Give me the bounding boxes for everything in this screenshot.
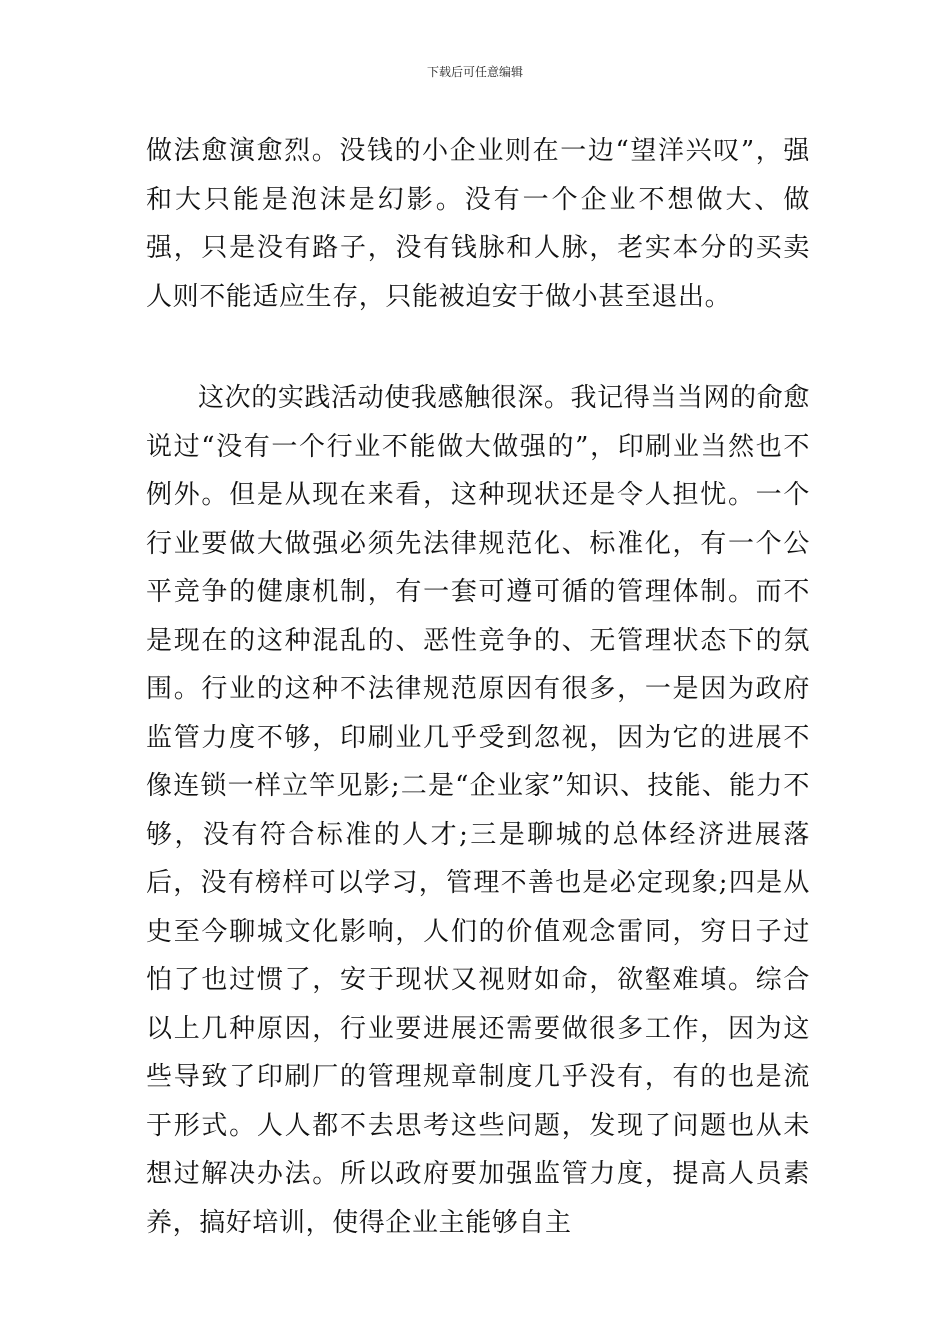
paragraph-practice-reflection: 这次的实践活动使我感触很深。我记得当当网的俞愈说过“没有一个行业不能做大做强的”，印刷业当然也不例外。但是从现在来看，这种现状还是令人担忧。一个行业要做大做强必须先法律规范化、标准化，有一个公平竞争的健康机制，有一套可遵可循的管理体制。而不是现在的这种混乱的、恶性竞争的、无管理状态下的氛围。行业的这种不法律规范原因有很多，一是因为政府监管力度不够，印刷业几乎受到忽视，因为它的进展不像连锁一样立竿见影;二是“企业家”知识、技能、能力不够，没有符合标准的人才;三是聊城的总体经济进展落后，没有榜样可以学习，管理不善也是必定现象;四是从史至今聊城文化影响，人们的价值观念雷同，穷日子过怕了也过惯了，安于现状又视财如命，欲壑难填。综合以上几种原因，行业要进展还需要做很多工作，因为这些导致了印刷厂的管理规章制度几乎没有，有的也是流于形式。人人都不去思考这些问题，发现了问题也从未想过解决办法。所以政府要加强监管力度，提高人员素养，搞好培训，使得企业主能够自主 [146,383,810,1238]
page-header-note: 下载后可任意编辑 [426,65,523,79]
paragraph-continued: 做法愈演愈烈。没钱的小企业则在一边“望洋兴叹”，强和大只能是泡沫是幻影。没有一个企业不想做大、做强，只是没有路子，没有钱脉和人脉，老实本分的买卖人则不能适应生存，只能被迫安于做小甚至退出。 [146,136,810,312]
